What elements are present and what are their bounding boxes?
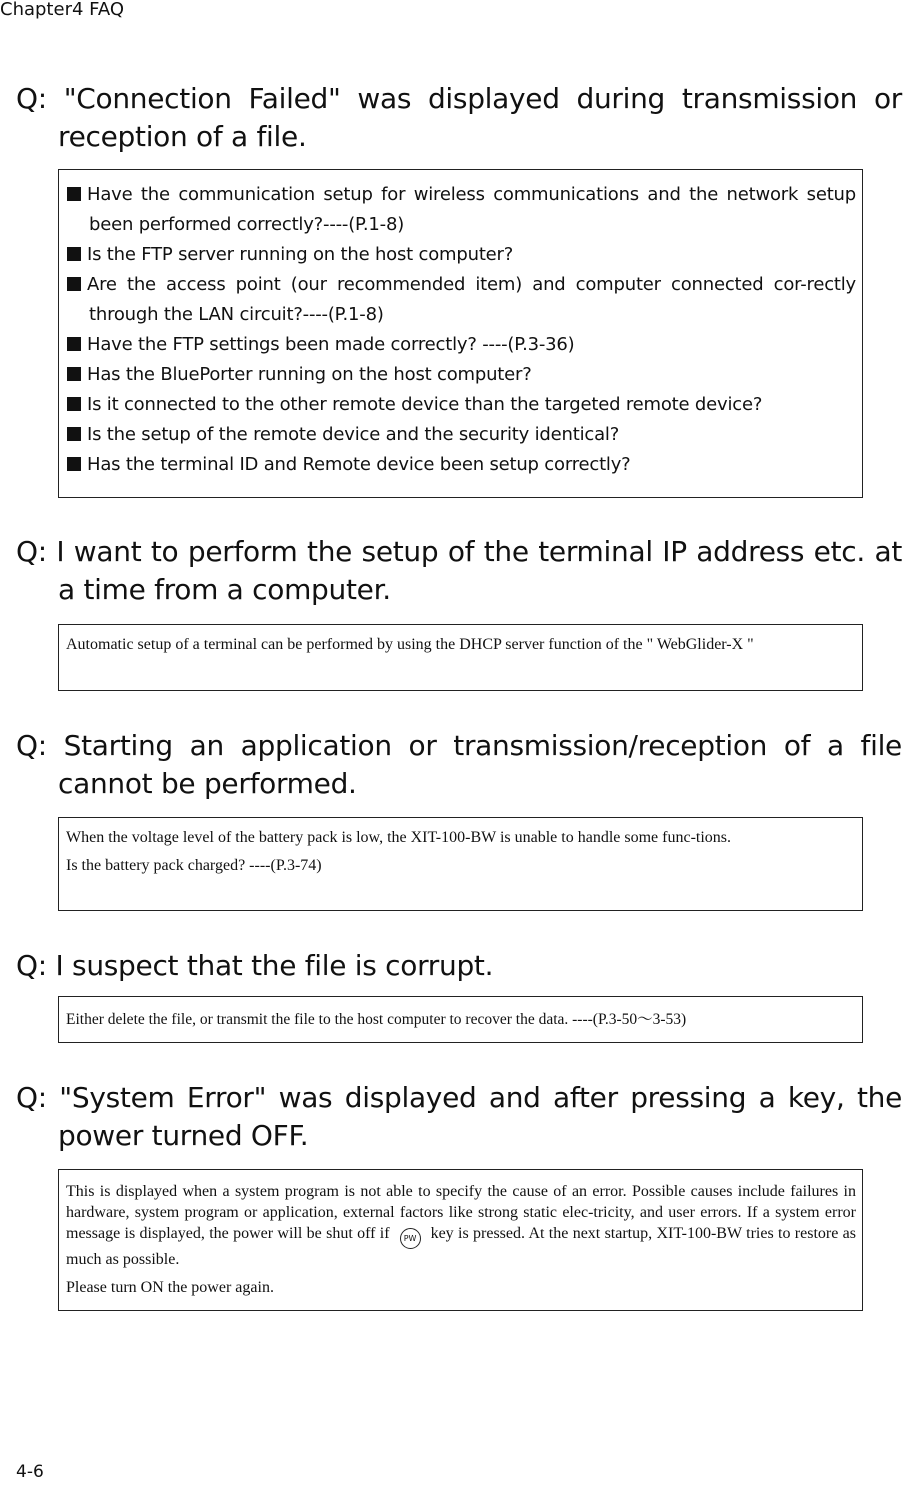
black-square-bullet-icon — [67, 457, 81, 471]
faq-answer-box-system-error — [58, 1169, 863, 1311]
power-key-icon: PW — [400, 1228, 421, 1249]
answer-text: Either delete the file, or transmit the file to the host computer to recover the data. ----(P.3-50～3-53) — [66, 1011, 687, 1028]
faq-question-connection-failed: Q: "Connection Failed" was displayed during transmission or reception of a file. — [16, 82, 902, 153]
checklist-item: Is the FTP server running on the host computer? — [67, 240, 856, 270]
faq-answer-box-file-corrupt — [58, 996, 863, 1043]
faq-question-ip-setup: Q: I want to perform the setup of the terminal IP address etc. at a time from a computer. — [16, 535, 902, 606]
checklist-item: Have the communication setup for wireless communications and the network setup been performed correctly?----(P.1-8) — [67, 180, 856, 240]
black-square-bullet-icon — [67, 397, 81, 411]
checklist-item: Is it connected to the other remote device than the targeted remote device? — [67, 390, 856, 420]
black-square-bullet-icon — [67, 277, 81, 291]
checklist-item: Is the setup of the remote device and the security identical? — [67, 420, 856, 450]
answer-text: When the voltage level of the battery pack is low, the XIT-100-BW is unable to handle some func-tions. — [66, 829, 732, 846]
black-square-bullet-icon — [67, 337, 81, 351]
checklist-item: Has the terminal ID and Remote device been setup correctly? — [67, 450, 856, 480]
page-number: 4-6 — [16, 1462, 44, 1482]
black-square-bullet-icon — [67, 247, 81, 261]
black-square-bullet-icon — [67, 367, 81, 381]
answer-text-2: Please turn ON the power again. — [66, 1279, 274, 1296]
faq-answer-box-app-start — [58, 817, 863, 911]
checklist-item: Are the access point (our recommended item) and computer connected cor-rectly through the LAN circuit?----(P.1-8) — [67, 270, 856, 330]
chapter-header: Chapter4 FAQ — [0, 0, 125, 20]
answer-text: This is displayed when a system program is not able to specify the cause of an error. Possible causes include failures in hardware, system program or application, external factors like strong static elec-tricity, and user errors. If a system error message is displayed, the power will be shut off if PW key is pressed. At the next startup, XIT-100-BW tries to restore as much as possible. — [66, 1183, 856, 1268]
faq-answer-box-ip-setup — [58, 624, 863, 691]
black-square-bullet-icon — [67, 427, 81, 441]
black-square-bullet-icon — [67, 187, 81, 201]
faq-question-system-error: Q: "System Error" was displayed and after pressing a key, the power turned OFF. — [16, 1081, 902, 1152]
checklist-item: Has the BluePorter running on the host computer? — [67, 360, 856, 390]
faq-question-file-corrupt: Q: I suspect that the file is corrupt. — [16, 949, 494, 982]
answer-text-2: Is the battery pack charged? ----(P.3-74) — [66, 857, 322, 874]
faq-answer-box-connection-failed — [58, 169, 863, 498]
faq-question-app-start: Q: Starting an application or transmission/reception of a file cannot be performed. — [16, 729, 902, 800]
checklist-item: Have the FTP settings been made correctly? ----(P.3-36) — [67, 330, 856, 360]
answer-text: Automatic setup of a terminal can be performed by using the DHCP server function of the " WebGlider-X " — [66, 636, 754, 653]
